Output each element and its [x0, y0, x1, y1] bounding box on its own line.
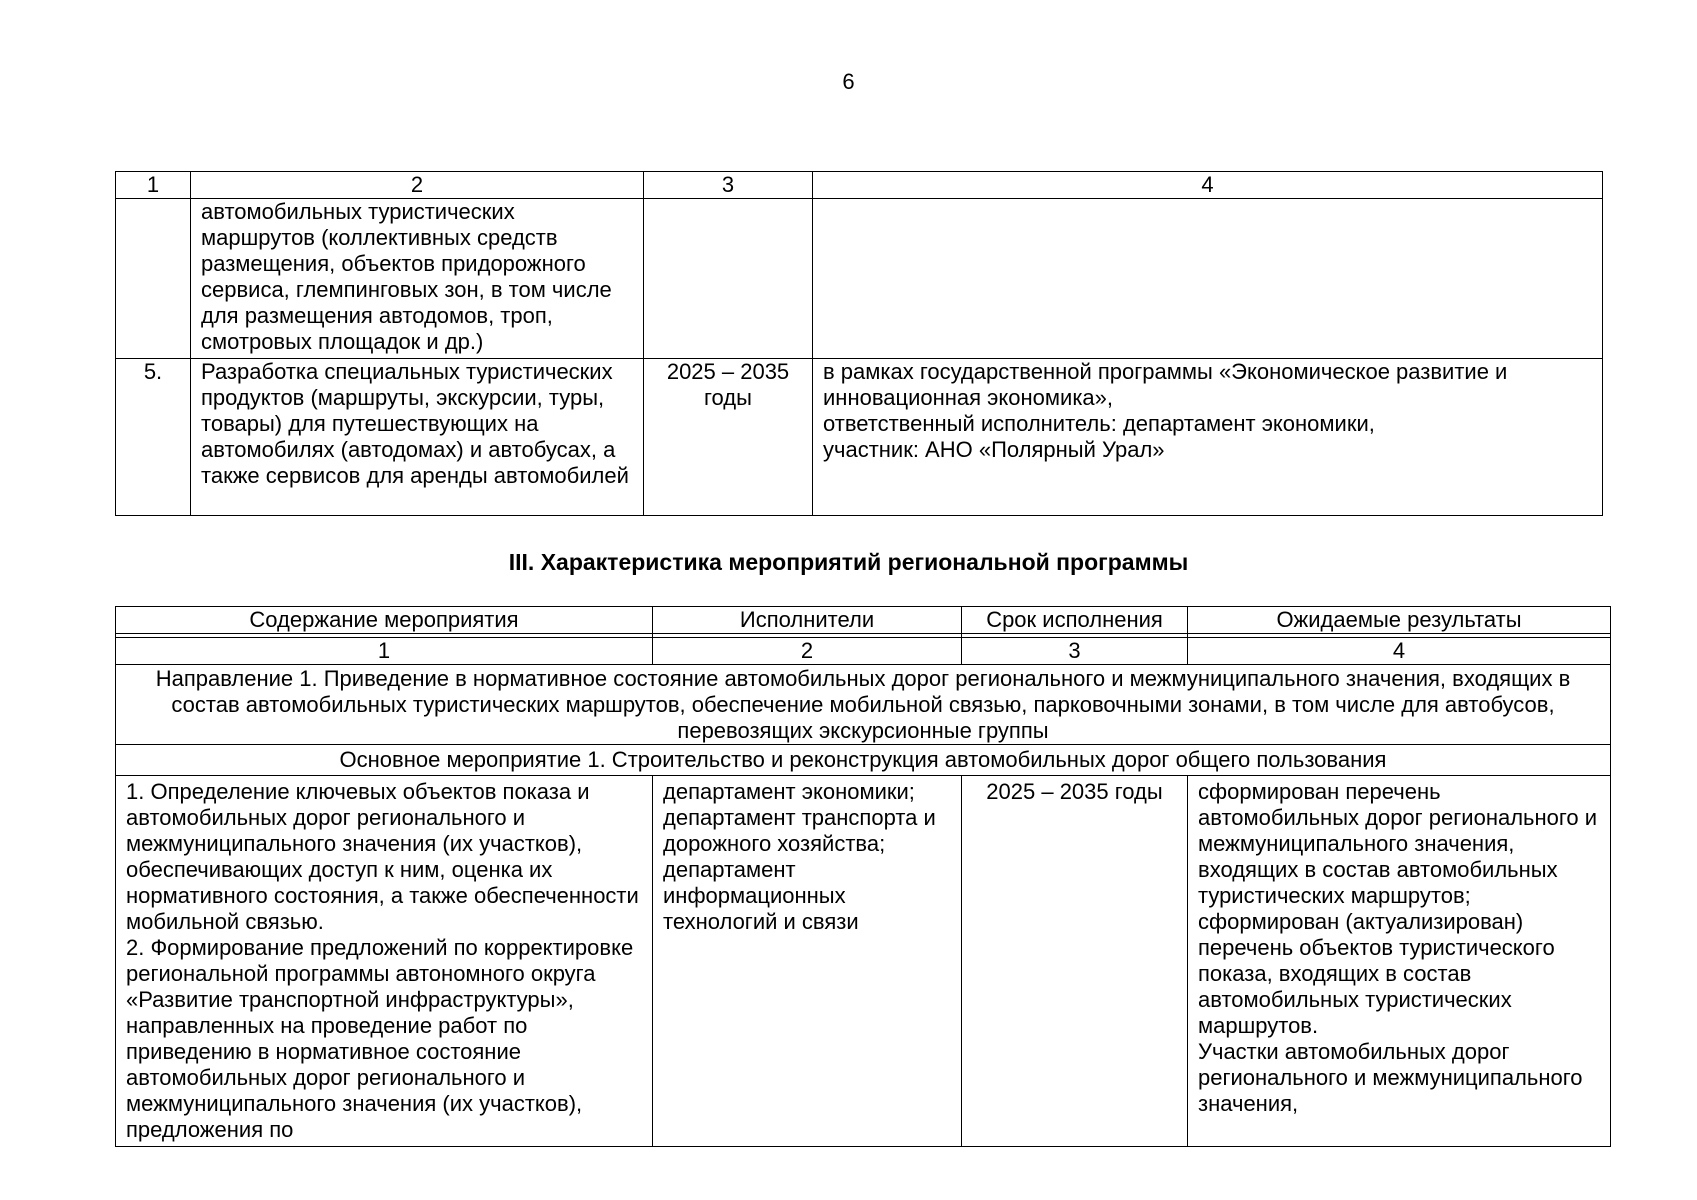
- events-table: [115, 606, 1611, 1147]
- main-event-row: [116, 745, 1611, 776]
- column-number-4: 4: [813, 172, 1603, 199]
- table-header-row: [116, 172, 1603, 199]
- results-item-1: сформирован перечень автомобильных дорог регионального и межмуниципального значения, входящих в состав автомобильных туристических маршрутов;: [1198, 779, 1598, 908]
- results-item-2: сформирован (актуализирован) перечень объектов туристического показа, входящих в состав автомобильных туристических маршрутов.: [1198, 909, 1555, 1038]
- row-note: [813, 199, 1603, 359]
- program-table-continuation: [115, 171, 1603, 516]
- period-unit: годы: [704, 385, 752, 410]
- page-number: 6: [842, 69, 855, 94]
- row-number: 5.: [116, 359, 191, 516]
- main-event-text: Основное мероприятие 1. Строительство и реконструкция автомобильных дорог общего пользования: [116, 745, 1611, 776]
- column-numbers-row: [116, 638, 1611, 665]
- event-results: [1188, 776, 1611, 1147]
- note-participant: участник: АНО «Полярный Урал»: [823, 437, 1165, 462]
- note-program: в рамках государственной программы «Экономическое развитие и инновационная экономика»,: [823, 359, 1508, 410]
- results-item-3: Участки автомобильных дорог регионального и межмуниципального значения,: [1198, 1039, 1583, 1116]
- event-content-item-1: 1. Определение ключевых объектов показа и автомобильных дорог регионального и межмуниципального значения (их участков), обеспечивающих доступ к ним, оценка их нормативного состояния, а также обеспеченности мобильной связью.: [126, 779, 639, 934]
- table-row: [116, 776, 1611, 1147]
- column-number-2: 2: [191, 172, 644, 199]
- column-number-1: 1: [116, 638, 653, 665]
- row-content: автомобильных туристических маршрутов (коллективных средств размещения, объектов придорожного сервиса, глемпинговых зон, в том числе для размещения автодомов, троп, смотровых площадок и др.): [191, 199, 644, 359]
- column-number-3: 3: [962, 638, 1188, 665]
- table-row: [116, 199, 1603, 359]
- row-note: [813, 359, 1603, 516]
- column-number-3: 3: [644, 172, 813, 199]
- row-period: [644, 359, 813, 516]
- header-content: Содержание мероприятия: [116, 607, 653, 634]
- section-title: III. Характеристика мероприятий региональной программы: [508, 549, 1189, 575]
- event-content-item-2: 2. Формирование предложений по корректировке региональной программы автономного округа «Развитие транспортной инфраструктуры», направленных на проведение работ по приведению в нормативное состояние автомобильных дорог регионального и межмуниципального значения (их участков), предложения по: [126, 935, 634, 1142]
- column-number-4: 4: [1188, 638, 1611, 665]
- direction-row: [116, 665, 1611, 745]
- table-row: [116, 359, 1603, 516]
- column-number-1: 1: [116, 172, 191, 199]
- table-header-row: [116, 607, 1611, 634]
- note-responsible: ответственный исполнитель: департамент экономики,: [823, 411, 1375, 436]
- direction-text: Направление 1. Приведение в нормативное состояние автомобильных дорог регионального и межмуниципального значения, входящих в состав автомобильных туристических маршрутов, обеспечение мобильной связью, парковочными зонами, в том числе для автобусов, перевозящих экскурсионные группы: [116, 665, 1611, 745]
- header-deadline: Срок исполнения: [962, 607, 1188, 634]
- row-period: [644, 199, 813, 359]
- header-executors: Исполнители: [653, 607, 962, 634]
- column-number-2: 2: [653, 638, 962, 665]
- event-deadline: 2025 – 2035 годы: [962, 776, 1188, 1147]
- row-content: Разработка специальных туристических продуктов (маршруты, экскурсии, туры, товары) для путешествующих на автомобилях (автодомах) и автобусах, а также сервисов для аренды автомобилей: [191, 359, 644, 516]
- event-content: [116, 776, 653, 1147]
- row-number: [116, 199, 191, 359]
- period-years: 2025 – 2035: [666, 359, 790, 384]
- header-results: Ожидаемые результаты: [1188, 607, 1611, 634]
- event-executors: департамент экономики; департамент транспорта и дорожного хозяйства; департамент информационных технологий и связи: [653, 776, 962, 1147]
